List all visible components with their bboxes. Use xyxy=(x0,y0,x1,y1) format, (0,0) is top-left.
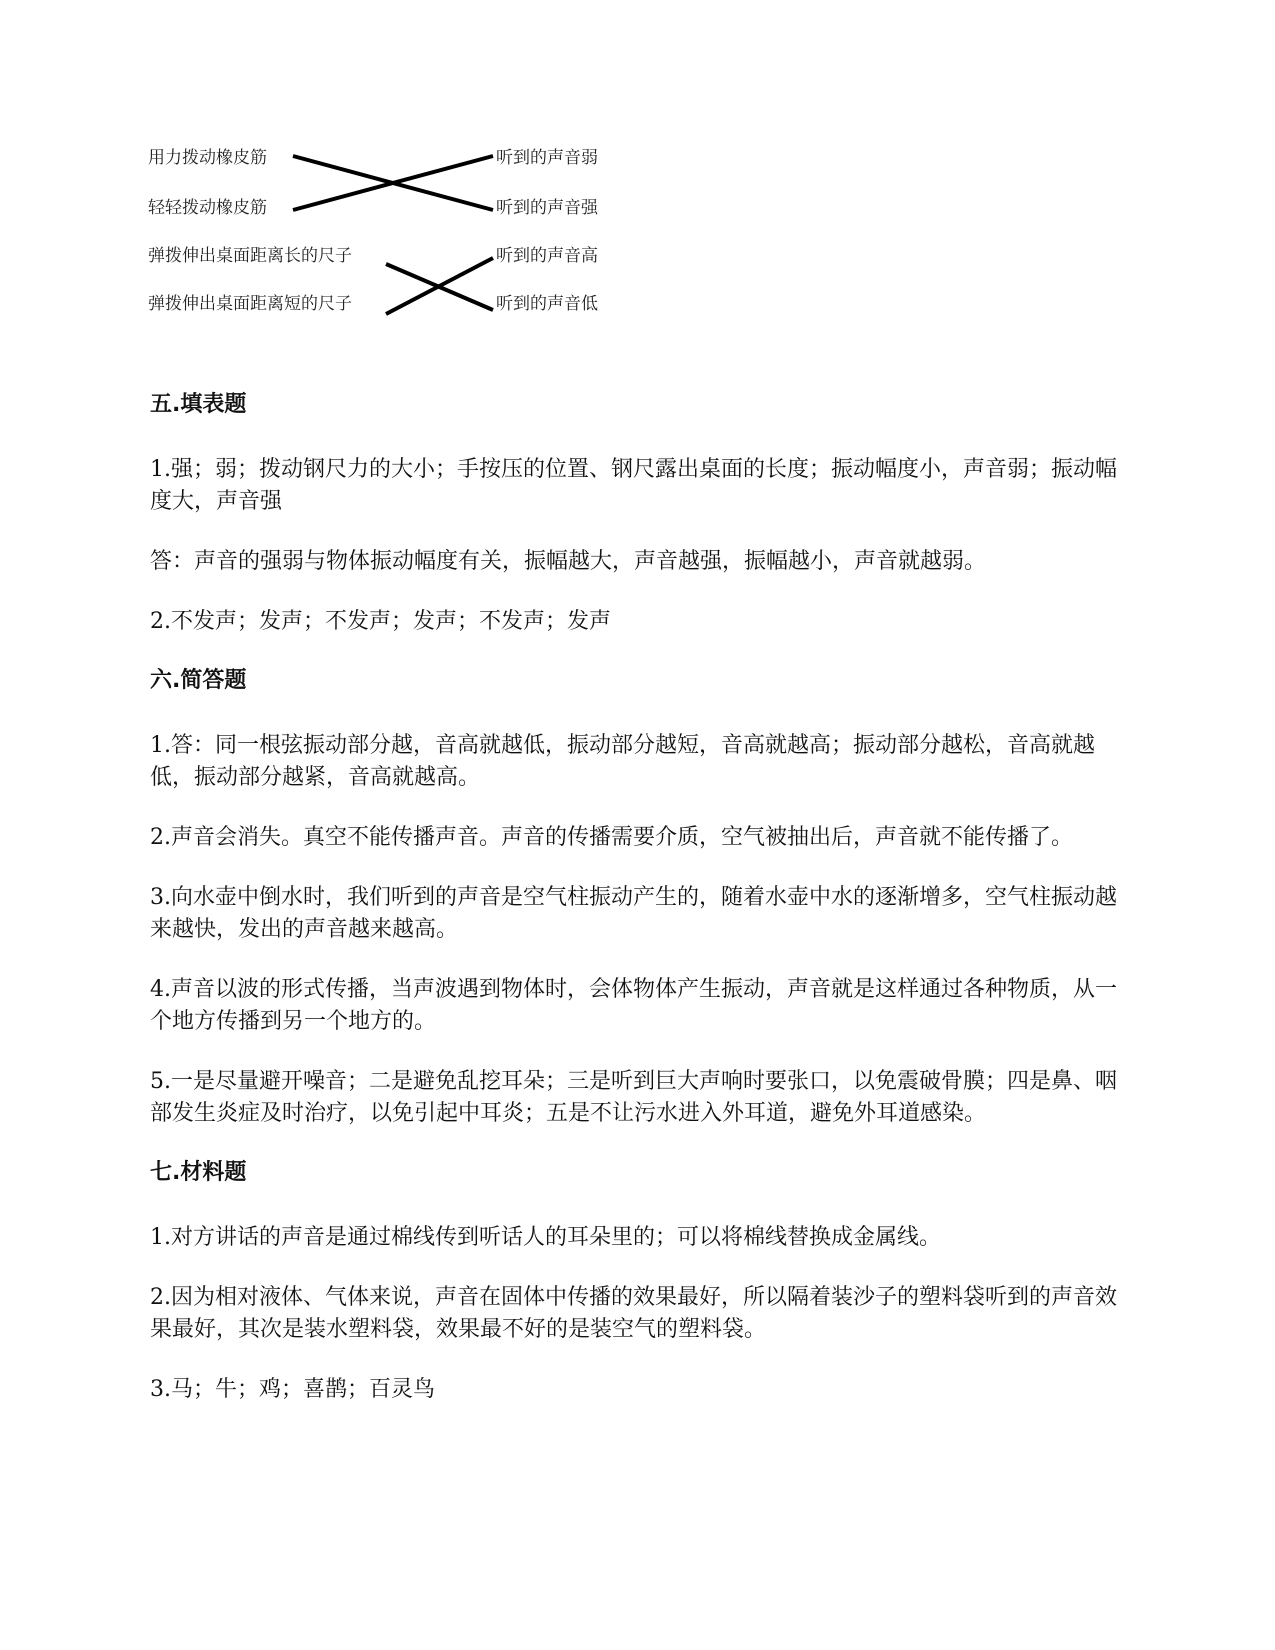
answer-paragraph: 3.向水壶中倒水时，我们听到的声音是空气柱振动产生的，随着水壶中水的逐渐增多，空气柱振动越来越快，发出的声音越来越高。 xyxy=(150,885,1117,942)
answer-paragraph: 2.不发声；发声；不发声；发声；不发声；发声 xyxy=(150,609,611,634)
answer-paragraph: 4.声音以波的形式传播，当声波遇到物体时，会体物体产生振动，声音就是这样通过各种物质，从一个地方传播到另一个地方的。 xyxy=(150,977,1117,1034)
section-fill-table xyxy=(150,390,1125,638)
match-left-1: 用力拨动橡皮筋 xyxy=(148,148,267,168)
answer-paragraph: 答：声音的强弱与物体振动幅度有关，振幅越大，声音越强，振幅越小，声音就越弱。 xyxy=(150,549,987,574)
section-heading: 七.材料题 xyxy=(150,1160,247,1185)
match-left-3: 弹拨伸出桌面距离长的尺子 xyxy=(148,246,352,266)
answer-paragraph: 5.一是尽量避开噪音；二是避免乱挖耳朵；三是听到巨大声响时要张口，以免震破骨膜；四是鼻、咽部发生炎症及时治疗，以免引起中耳炎；五是不让污水进入外耳道，避免外耳道感染。 xyxy=(150,1069,1117,1126)
section-material xyxy=(150,1158,1125,1406)
match-left-4: 弹拨伸出桌面距离短的尺子 xyxy=(148,294,352,314)
answer-paragraph: 2.因为相对液体、气体来说，声音在固体中传播的效果最好，所以隔着装沙子的塑料袋听到的声音效果最好，其次是装水塑料袋，效果最不好的是装空气的塑料袋。 xyxy=(150,1285,1117,1342)
matching-diagram xyxy=(148,138,628,328)
match-right-4: 听到的声音低 xyxy=(496,294,598,314)
section-heading: 六.简答题 xyxy=(150,668,247,693)
match-line-4 xyxy=(386,258,493,314)
answer-paragraph: 2.声音会消失。真空不能传播声音。声音的传播需要介质，空气被抽出后，声音就不能传播了。 xyxy=(150,825,1073,850)
match-left-2: 轻轻拨动橡皮筋 xyxy=(148,198,267,218)
section-short-answer xyxy=(150,666,1125,1130)
match-right-2: 听到的声音强 xyxy=(496,198,598,218)
answer-content xyxy=(150,390,1125,1434)
answer-paragraph: 1.对方讲话的声音是通过棉线传到听话人的耳朵里的；可以将棉线替换成金属线。 xyxy=(150,1225,941,1250)
answer-paragraph: 1.强；弱；拨动钢尺力的大小；手按压的位置、钢尺露出桌面的长度；振动幅度小，声音弱；振动幅度大，声音强 xyxy=(150,457,1117,514)
answer-paragraph: 1.答：同一根弦振动部分越，音高就越低，振动部分越短，音高就越高；振动部分越松，音高就越低，振动部分越紧，音高就越高。 xyxy=(150,733,1095,790)
answer-paragraph: 3.马；牛；鸡；喜鹊；百灵鸟 xyxy=(150,1377,435,1402)
match-right-1: 听到的声音弱 xyxy=(496,148,598,168)
match-right-3: 听到的声音高 xyxy=(496,246,598,266)
section-heading: 五.填表题 xyxy=(150,392,247,417)
